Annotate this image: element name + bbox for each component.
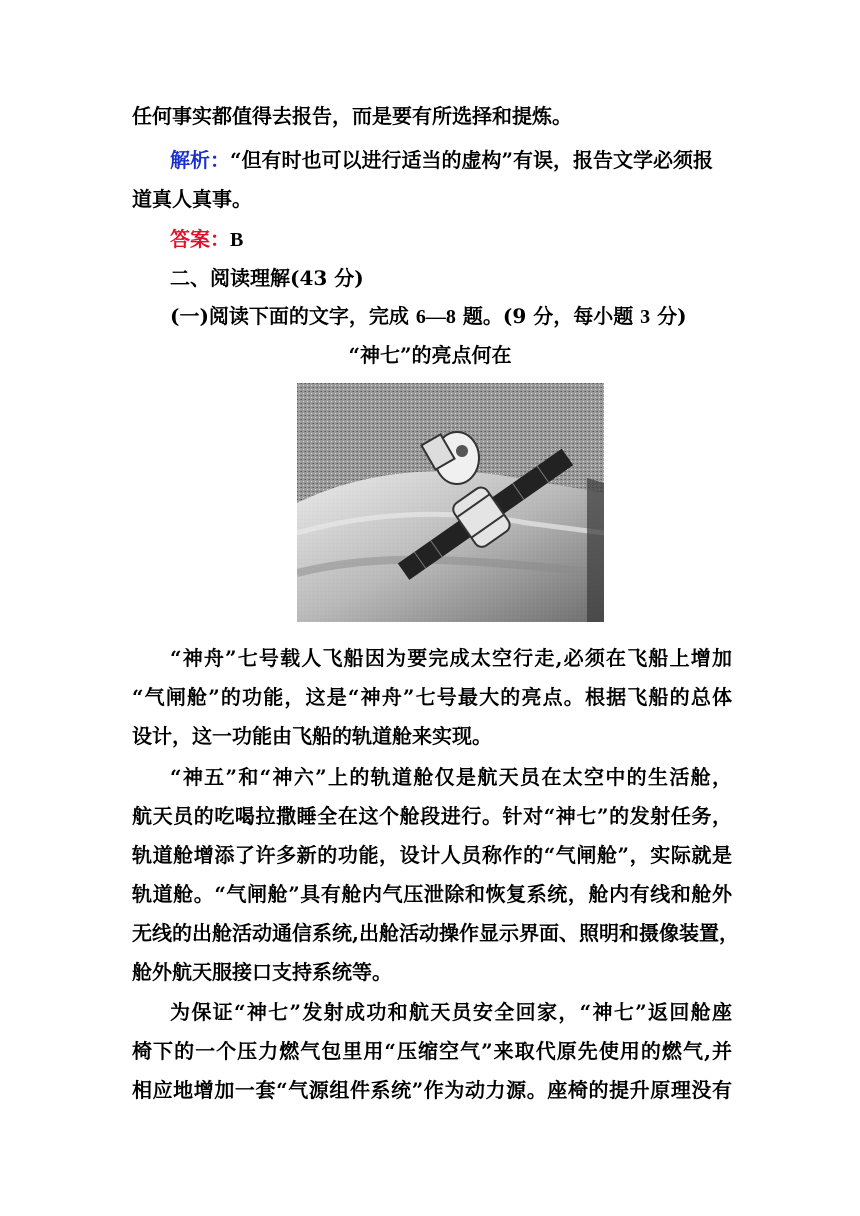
answer-line	[170, 225, 732, 254]
answer-value: B	[230, 229, 244, 251]
analysis-text: “但有时也可以进行适当的虚构”有误，报告文学必须报	[230, 148, 714, 172]
text-line-1: 任何事实都值得去报告，而是要有所选择和提炼。	[132, 104, 572, 128]
spacecraft-photo	[297, 383, 604, 622]
para2-line3: 轨道舱增添了许多新的功能，设计人员称作的“气闸舱”，实际就是	[132, 843, 732, 867]
para2-line6: 舱外航天服接口支持系统等。	[132, 960, 392, 984]
para1-line3: 设计，这一功能由飞船的轨道舱来实现。	[132, 724, 492, 748]
sub-range: 6—8	[415, 306, 456, 328]
para2-line1: “神五”和“神六”上的轨道舱仅是航天员在太空中的生活舱，	[170, 765, 732, 789]
sub-mid: 题。(9 分，每小题	[455, 304, 641, 328]
para3-line1: 为保证“神七”发射成功和航天员安全回家，“神七”返回舱座	[170, 1000, 732, 1024]
para1-line1: “神舟”七号载人飞船因为要完成太空行走,必须在飞船上增加	[170, 646, 732, 670]
analysis-label: 解析：	[170, 148, 230, 172]
answer-label: 答案：	[170, 227, 230, 251]
section-heading: 二、阅读理解(43 分)	[170, 266, 364, 290]
analysis-line	[170, 146, 732, 174]
sub-end: 分)	[650, 304, 687, 328]
sub-num: 3	[640, 306, 651, 328]
para3-line3: 相应地增加一套“气源组件系统”作为动力源。座椅的提升原理没有	[132, 1078, 732, 1102]
para2-line2: 航天员的吃喝拉撒睡全在这个舱段进行。针对“神七”的发射任务，	[132, 804, 732, 828]
para2-line4: 轨道舱。“气闸舱”具有舱内气压泄除和恢复系统，舱内有线和舱外	[132, 882, 732, 906]
para3-line2: 椅下的一个压力燃气包里用“压缩空气”来取代原先使用的燃气,并	[132, 1039, 732, 1063]
sub-prefix: (一)阅读下面的文字，完成	[170, 304, 416, 328]
analysis-continuation: 道真人真事。	[132, 187, 252, 211]
para1-line2: “气闸舱”的功能，这是“神舟”七号最大的亮点。根据飞船的总体	[132, 685, 732, 709]
article-title: “神七”的亮点何在	[348, 343, 512, 367]
para2-line5: 无线的出舱活动通信系统,出舱活动操作显示界面、照明和摄像装置，	[132, 921, 739, 945]
sub-question-intro	[170, 302, 732, 331]
